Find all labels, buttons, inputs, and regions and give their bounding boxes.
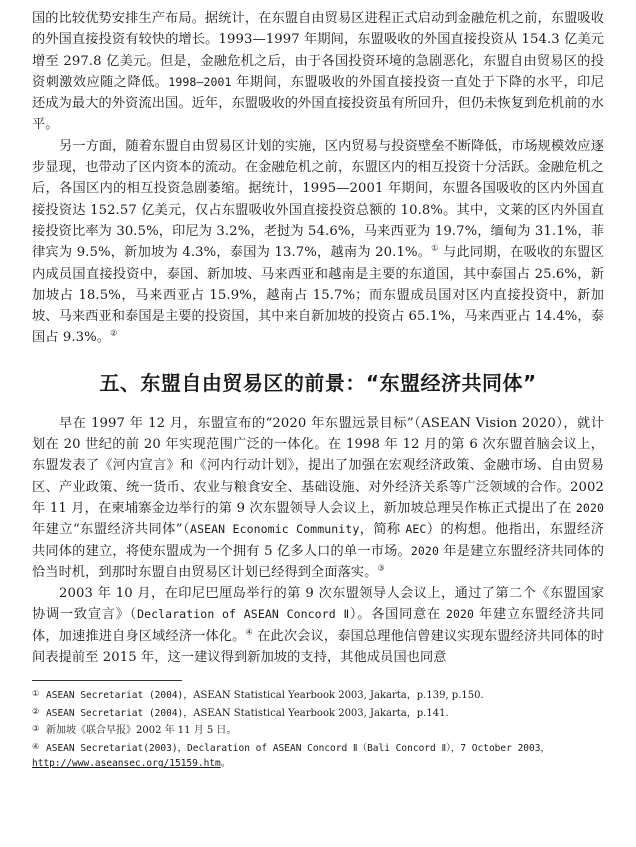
footnote — [32, 739, 604, 757]
footnote — [32, 686, 604, 704]
footnote-mark: ③ — [32, 724, 40, 734]
footnote-link[interactable]: http://www.aseansec.org/15159.htm — [32, 758, 221, 770]
text-run: ）的构想。他指出，东盟经济共同体的建立，将使东盟成为一个拥有 5 亿多人口的单一市场。 — [32, 522, 604, 559]
footnote-list — [32, 686, 604, 756]
body-text-section — [32, 413, 604, 669]
footnote-ref: ④ — [245, 627, 253, 637]
text-run: ，简称 — [359, 522, 406, 538]
text-run: 2020 — [410, 543, 439, 558]
footnote-ref: ② — [110, 329, 118, 339]
text-run: 年是建立东盟经济共同体的恰当时机，到那时东盟自由贸易区计划已经得到全面落实。 — [32, 543, 604, 580]
footnote-url-suffix: 。 — [220, 758, 231, 770]
text-run: 早在 1997 年 12 月，东盟宣布的“2020 年东盟远景目标”（ASEAN Vision 2020），就计划在 20 世纪的前 20 年实现范围广泛的一体化。在 1998 年 12 月的第 6 次东盟首脑会议上，东盟发表了《河内宣言》和《河内行动计划》，提出了加强在宏观经济政策、金融市场、自由贸易区、产业政策、统一货币、农业与粮食安全、基础设施、对外经济关系等广泛领域的合作。2002 年 11 月，在柬埔寨金边举行的第 9 次东盟领导人会议上，新加坡总理吴作栋正式提出了在 — [32, 415, 604, 516]
text-run: ASEAN Secretariat (2004) — [46, 707, 184, 719]
footnote-url-line — [32, 756, 604, 772]
text-run: 国的比较优势安排生产布局。据统计，在东盟自由贸易区进程正式启动到金融危机之前，东盟吸收的外国直接投资有较快的增长。1993—1997 年期间，东盟吸收的外国直接投资从 154.3 亿美元增至 297.8 亿美元。但是，金融危机之后，由于各国投资环境的急剧恶化，东盟自由贸易区的投资刺激效应随之降低。 — [32, 11, 604, 90]
paragraph — [32, 413, 604, 583]
footnote-divider — [32, 680, 182, 681]
section-heading: 五、东盟自由贸易区的前景：“东盟经济共同体” — [99, 370, 537, 395]
paragraph — [32, 136, 604, 349]
text-run: 在此次会议，泰国总理他信曾建议实现东盟经济共同体的时间表提前至 2015 年，这一建议得到新加坡的支持，其他成员国也同意 — [32, 628, 604, 666]
text-run: 1998—2001 — [168, 74, 232, 89]
footnote-ref: ① — [431, 243, 439, 253]
text-run: 年期间，东盟吸收的外国直接投资一直处于下降的水平，印尼还成为最大的外资流出国。近年，东盟吸收的外国直接投资虽有所回升，但仍未恢复到危机前的水平。 — [32, 74, 605, 133]
text-run: AEC — [405, 522, 427, 537]
footnote-mark: ① — [32, 689, 40, 699]
text-run: ）。各国同意在 — [349, 607, 446, 623]
footnote-ref: ③ — [377, 563, 385, 573]
text-run: ，ASEAN Statistical Yearbook 2003, Jakarta，p.141. — [183, 707, 449, 719]
text-run: ASEAN Secretariat(2003)，Declaration of ASEAN Concord Ⅱ（Bali Concord Ⅱ），7 October 2003， — [46, 742, 550, 754]
text-run: ASEAN Secretariat (2004) — [46, 690, 184, 702]
body-text-top — [32, 8, 604, 349]
text-run: 年建立“东盟经济共同体”（ — [32, 522, 191, 538]
text-run: 2003 年 10 月，在印尼巴厘岛举行的第 9 次东盟领导人会议上，通过了第二个《东盟国家协调一致宣言》（ — [32, 586, 604, 623]
footnote — [32, 721, 604, 739]
text-run: ASEAN Economic Community — [190, 522, 360, 537]
paragraph — [32, 8, 604, 136]
paragraph — [32, 583, 604, 668]
footnote — [32, 704, 604, 722]
text-run: 另一方面，随着东盟自由贸易区计划的实施，区内贸易与投资壁垒不断降低，市场规模效应逐步显现，也带动了区内资本的流动。在金融危机之前，东盟区内的相互投资十分活跃。金融危机之后，各国区内的相互投资急剧萎缩。据统计，1995—2001 年期间，东盟各国吸收的区内外国直接投资达 152.57 亿美元，仅占东盟吸收外国直接投资总额的 10.8%。其中，文莱的区内外国直接投资比率为 30.5%，印尼为 3.2%，老挝为 54.6%，马来西亚为 19.7%，缅甸为 31.1%，菲律宾为 9.5%，新加坡为 4.3%，泰国为 13.7%，越南为 20.1%。 — [32, 138, 604, 261]
footnote-mark: ② — [32, 706, 40, 716]
text-run: 年建立东盟经济共同体，加速推进自身区域经济一体化。 — [32, 607, 604, 644]
text-run: 新加坡《联合早报》2002 年 11 月 5 日。 — [46, 725, 237, 737]
text-run: Declaration of ASEAN Concord Ⅱ — [137, 607, 350, 622]
footnote-mark: ④ — [32, 741, 40, 751]
text-run: 2020 — [575, 500, 604, 515]
text-run: 与此同期，在吸收的东盟区内成员国直接投资中，泰国、新加坡、马来西亚和越南是主要的东道国，其中泰国占 25.6%，新加坡占 18.5%，马来西亚占 15.9%，越南占 15.7%；而东盟成员国对区内直接投资中，新加坡、马来西亚和泰国是主要的投资国，其中来自新加坡的投资占 65.1%，马来西亚占 14.4%，泰国占 9.3%。 — [32, 245, 604, 346]
text-run: ，ASEAN Statistical Yearbook 2003, Jakarta，p.139, p.150. — [183, 690, 484, 702]
text-run: 2020 — [445, 607, 475, 622]
